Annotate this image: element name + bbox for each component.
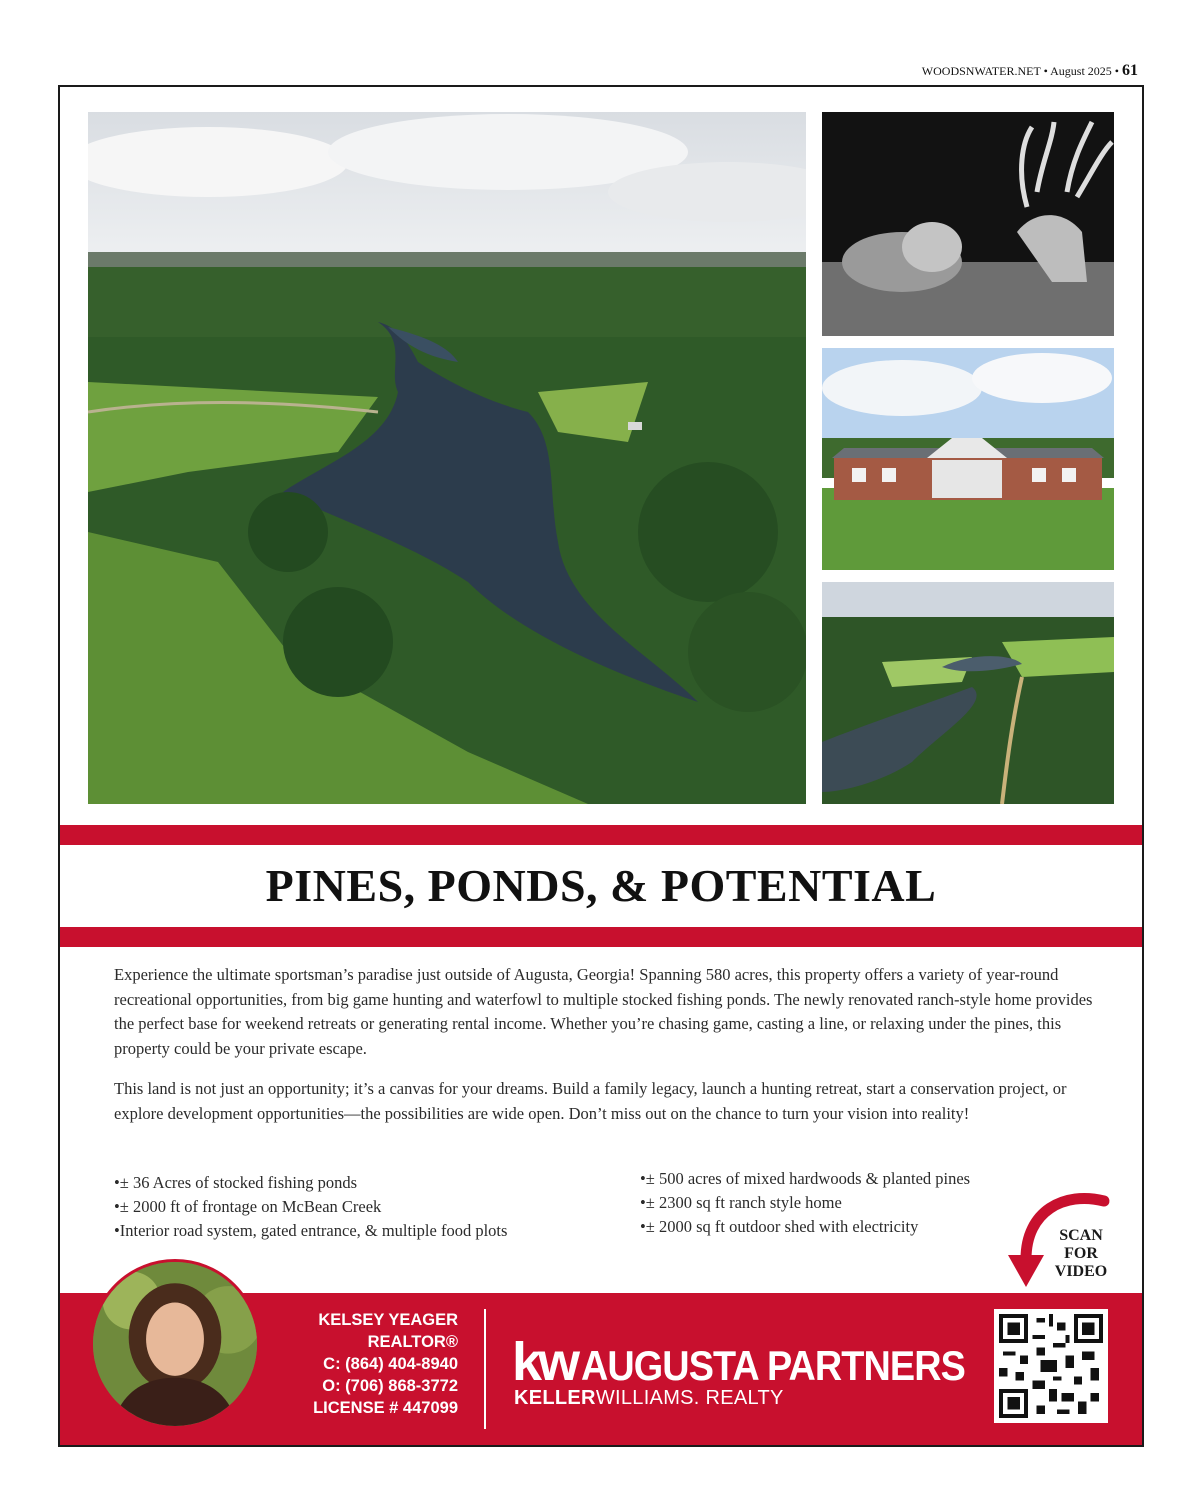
agent-cell-phone[interactable]: C: (864) 404-8940 [323, 1355, 458, 1373]
feature-item: • ± 2000 sq ft outdoor shed with electricity [640, 1215, 970, 1239]
feature-item: • ± 2300 sq ft ranch style home [640, 1191, 970, 1215]
feature-item: • ± 500 acres of mixed hardwoods & planted pines [640, 1167, 970, 1191]
agent-info [313, 1309, 458, 1419]
scan-for-video-label: SCAN FOR VIDEO [1054, 1227, 1108, 1280]
site-name: WOODSNWATER.NET [921, 64, 1041, 78]
ad-headline: PINES, PONDS, & POTENTIAL [265, 860, 937, 911]
agent-photo [90, 1259, 260, 1429]
ad-frame [58, 85, 1144, 1447]
agent-name: KELSEY YEAGER [318, 1311, 458, 1329]
kw-mark: kw [512, 1332, 577, 1392]
aerial-lake-photo [88, 112, 806, 804]
feature-item: • ± 2000 ft of frontage on McBean Creek [114, 1195, 507, 1219]
features-list-right [640, 1167, 970, 1239]
kw-logo [512, 1331, 1007, 1393]
feature-item: • ± 36 Acres of stocked fishing ponds [114, 1171, 507, 1195]
feature-item: • Interior road system, gated entrance, & multiple food plots [114, 1219, 507, 1243]
footer-divider [484, 1309, 486, 1429]
headline-bar-top [60, 825, 1142, 845]
ranch-house-photo [822, 348, 1114, 570]
page-number: 61 [1122, 62, 1138, 79]
aerial-ponds-photo [822, 582, 1114, 804]
header-separator: • [1040, 64, 1051, 78]
page-header: WOODSNWATER.NET • August 2025 • 61 [921, 62, 1138, 79]
features-list-left [114, 1171, 507, 1243]
headline-bar-bottom [60, 927, 1142, 947]
issue-date: August 2025 [1050, 64, 1112, 78]
description-paragraph-2: This land is not just an opportunity; it’s a canvas for your dreams. Build a family legacy, launch a hunting retreat, start a conservation project, or explore development opportunities—the possibilities are wide open. Don’t miss out on the chance to turn your vision into reality! [114, 1079, 1067, 1123]
trail-cam-deer-photo [822, 112, 1114, 336]
description-paragraph-1: Experience the ultimate sportsman’s paradise just outside of Augusta, Georgia! Spanning 580 acres, this property offers a variety of year-round recreational opportunities, from big game hunting and waterfowl to multiple stocked fishing ponds. The newly renovated ranch-style home provides the perfect base for weekend retreats or generating rental income. Whether you’re chasing game, casting a line, or relaxing under the pines, this property could be your private escape. [114, 965, 1093, 1058]
brokerage-name: AUGUSTA PARTNERS [580, 1342, 965, 1389]
agent-title: REALTOR® [367, 1333, 458, 1351]
brokerage-subtitle: KELLERWILLIAMS. REALTY [514, 1387, 784, 1409]
qr-code[interactable] [994, 1309, 1108, 1423]
agent-office-phone[interactable]: O: (706) 868-3772 [322, 1377, 458, 1395]
agent-license: LICENSE # 447099 [313, 1399, 458, 1417]
